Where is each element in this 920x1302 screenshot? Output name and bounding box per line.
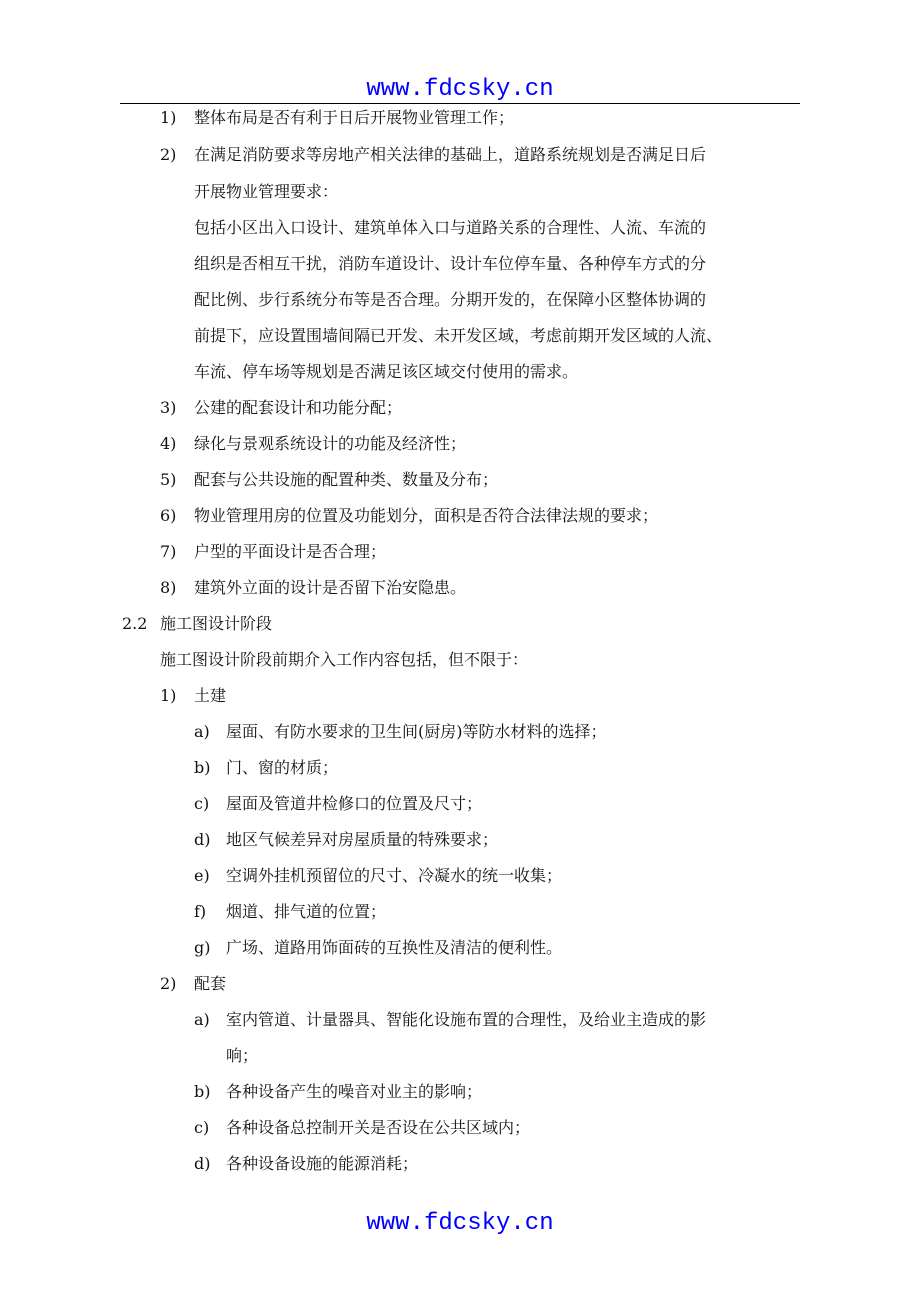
item-text: 室内管道、计量器具、智能化设施布置的合理性，及给业主造成的影 (226, 1010, 707, 1029)
item-label: 2) (160, 145, 177, 164)
item-label: d) (194, 830, 211, 849)
item-label: a) (194, 1010, 210, 1029)
item-text: 施工图设计阶段前期介入工作内容包括，但不限于： (160, 650, 529, 669)
item-text: 各种设备设施的能源消耗； (226, 1154, 419, 1173)
item-text: 车流、停车场等规划是否满足该区域交付使用的需求。 (194, 362, 579, 381)
item-label: 5) (160, 470, 177, 489)
item-text: 烟道、排气道的位置； (226, 902, 387, 921)
item-text: 开展物业管理要求： (194, 182, 339, 201)
item-text: 配比例、步行系统分布等是否合理。分期开发的，在保障小区整体协调的 (194, 290, 707, 309)
footer-url[interactable]: www.fdcsky.cn (366, 1210, 554, 1237)
item-label: d) (194, 1154, 211, 1173)
item-text: 建筑外立面的设计是否留下治安隐患。 (194, 578, 467, 597)
item-text: 各种设备总控制开关是否设在公共区域内； (226, 1118, 531, 1137)
item-label: f) (194, 902, 207, 921)
header-url[interactable]: www.fdcsky.cn (366, 76, 554, 103)
item-label: 4) (160, 434, 177, 453)
item-label: 3) (160, 398, 177, 417)
item-label: c) (194, 1118, 210, 1137)
item-text: 各种设备产生的噪音对业主的影响； (226, 1082, 483, 1101)
item-label: 1) (160, 686, 177, 705)
item-label: 1) (160, 108, 177, 127)
item-text: 广场、道路用饰面砖的互换性及清洁的便利性。 (226, 938, 563, 957)
item-text: 响； (226, 1046, 259, 1065)
item-text: 配套 (194, 974, 227, 993)
item-text: 户型的平面设计是否合理； (194, 542, 387, 561)
item-label: 8) (160, 578, 177, 597)
item-text: 在满足消防要求等房地产相关法律的基础上，道路系统规划是否满足日后 (194, 145, 707, 164)
item-label: g) (194, 938, 211, 957)
item-label: 7) (160, 542, 177, 561)
item-text: 土建 (194, 686, 227, 705)
item-label: 2) (160, 974, 177, 993)
item-text: 屋面及管道井检修口的位置及尺寸； (226, 794, 483, 813)
item-text: 包括小区出入口设计、建筑单体入口与道路关系的合理性、人流、车流的 (194, 218, 707, 237)
item-label: c) (194, 794, 210, 813)
section-number: 2.2 (122, 614, 148, 633)
item-text: 屋面、有防水要求的卫生间(厨房)等防水材料的选择； (226, 722, 607, 741)
section-title: 施工图设计阶段 (160, 614, 273, 633)
item-text: 组织是否相互干扰，消防车道设计、设计车位停车量、各种停车方式的分 (194, 254, 707, 273)
item-label: b) (194, 1082, 211, 1101)
item-text: 地区气候差异对房屋质量的特殊要求； (226, 830, 499, 849)
item-text: 整体布局是否有利于日后开展物业管理工作； (194, 108, 515, 127)
item-text: 前提下，应设置围墙间隔已开发、未开发区域，考虑前期开发区域的人流、 (194, 326, 723, 345)
item-text: 空调外挂机预留位的尺寸、冷凝水的统一收集； (226, 866, 563, 885)
item-label: b) (194, 758, 211, 777)
item-text: 公建的配套设计和功能分配； (194, 398, 403, 417)
item-label: e) (194, 866, 210, 885)
item-text: 配套与公共设施的配置种类、数量及分布； (194, 470, 499, 489)
item-text: 门、窗的材质； (226, 758, 339, 777)
item-text: 物业管理用房的位置及功能划分，面积是否符合法律法规的要求； (194, 506, 659, 525)
item-label: a) (194, 722, 210, 741)
item-text: 绿化与景观系统设计的功能及经济性； (194, 434, 467, 453)
item-label: 6) (160, 506, 177, 525)
header-rule (120, 103, 800, 104)
